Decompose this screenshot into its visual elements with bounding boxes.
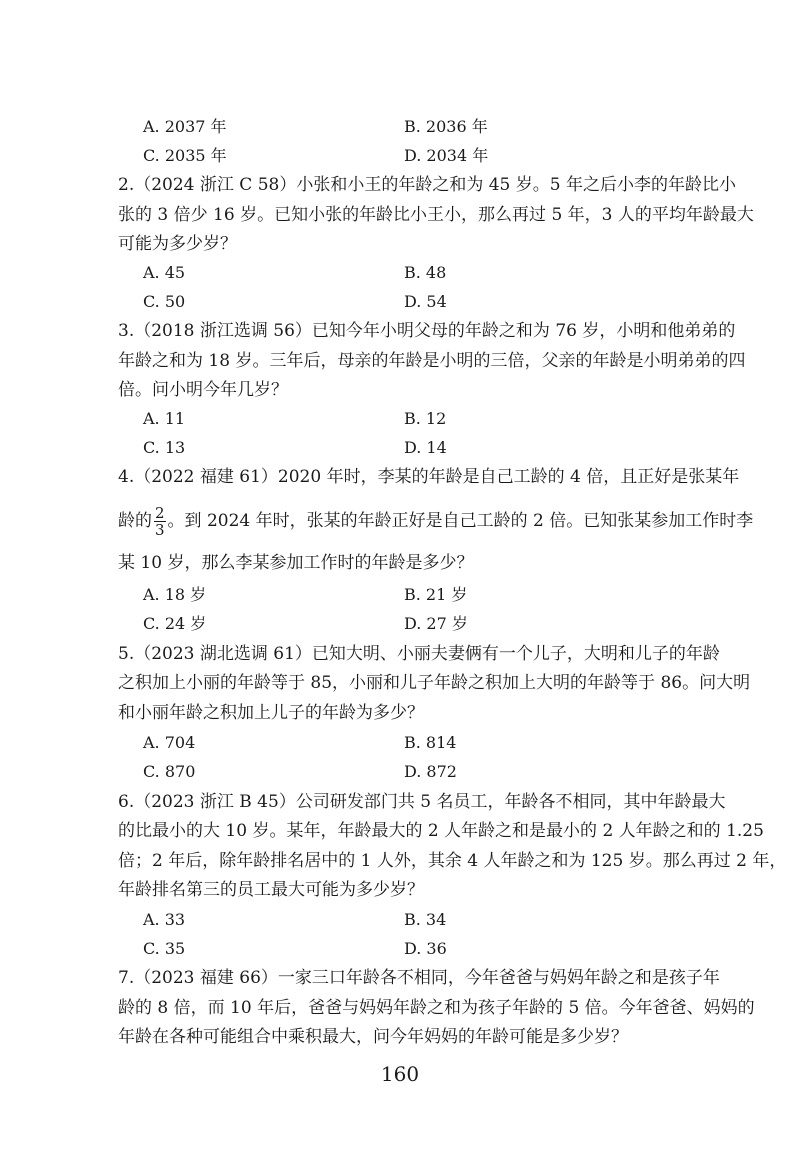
q4-text-segment: 。到 2024 年时，张某的年龄正好是自己工龄的 2 倍。已知张某参加工作时李	[167, 511, 754, 531]
q4-option-a: A. 18 岁	[143, 585, 207, 604]
q6-option-b: B. 34	[404, 910, 447, 929]
q3-option-c: C. 13	[143, 438, 186, 457]
q3-option-d: D. 14	[404, 438, 447, 457]
q4-option-d: D. 27 岁	[404, 614, 468, 633]
q5-text-line: 和小丽年龄之积加上儿子的年龄为多少？	[118, 703, 424, 723]
q1-option-c: C. 2035 年	[143, 146, 227, 165]
q3-text-line: 年龄之和为 18 岁。三年后，母亲的年龄是小明的三倍，父亲的年龄是小明弟弟的四	[118, 351, 746, 371]
q6-option-c: C. 35	[143, 939, 186, 958]
q2-text-line: 张的 3 倍少 16 岁。已知小张的年龄比小王小，那么再过 5 年，3 人的平均年龄最大	[118, 205, 754, 225]
q2-text-line: 可能为多少岁？	[118, 234, 237, 254]
q4-text-line: 4.（2022 福建 61）2020 年时，李某的年龄是自己工龄的 4 倍，且正好是张某年	[118, 467, 740, 487]
q2-option-b: B. 48	[404, 263, 447, 282]
q5-text-line: 之积加上小丽的年龄等于 85，小丽和儿子年龄之积加上大明的年龄等于 86。问大明	[118, 673, 751, 693]
q2-option-a: A. 45	[143, 263, 186, 282]
q5-option-d: D. 872	[404, 762, 457, 781]
q4-text-line: 某 10 岁，那么李某参加工作时的年龄是多少？	[118, 553, 474, 573]
two-thirds-fraction	[154, 505, 166, 538]
q6-text-line: 倍；2 年后，除年龄排名居中的 1 人外，其余 4 人年龄之和为 125 岁。那么再过 2 年，	[118, 851, 787, 871]
q3-text-line: 3.（2018 浙江选调 56）已知今年小明父母的年龄之和为 76 岁，小明和他弟弟的	[118, 321, 736, 341]
q4-text-line-fraction	[118, 504, 754, 539]
q3-option-a: A. 11	[143, 409, 186, 428]
q6-text-line: 年龄排名第三的员工最大可能为多少岁？	[118, 880, 424, 900]
q5-option-c: C. 870	[143, 762, 196, 781]
q2-option-c: C. 50	[143, 292, 186, 311]
q3-text-line: 倍。问小明今年几岁？	[118, 380, 288, 400]
page-number: 160	[380, 1062, 420, 1086]
q5-option-b: B. 814	[404, 733, 457, 752]
q4-option-c: C. 24 岁	[143, 614, 207, 633]
fraction-numerator: 2	[155, 504, 165, 522]
q4-text-segment: 龄的	[118, 511, 152, 531]
q6-text-line: 6.（2023 浙江 B 45）公司研发部门共 5 名员工，年龄各不相同，其中年龄最大	[118, 792, 726, 812]
q2-option-d: D. 54	[404, 292, 447, 311]
q7-text-line: 年龄在各种可能组合中乘积最大，问今年妈妈的年龄可能是多少岁？	[118, 1027, 628, 1047]
q7-text-line: 龄的 8 倍，而 10 年后，爸爸与妈妈年龄之和为孩子年龄的 5 倍。今年爸爸、妈妈的	[118, 998, 755, 1018]
q1-option-b: B. 2036 年	[404, 117, 488, 136]
q6-text-line: 的比最小的大 10 岁。某年，年龄最大的 2 人年龄之和是最小的 2 人年龄之和的 1.25	[118, 821, 764, 841]
q7-text-line: 7.（2023 福建 66）一家三口年龄各不相同，今年爸爸与妈妈年龄之和是孩子年	[118, 968, 720, 988]
q2-text-line: 2.（2024 浙江 C 58）小张和小王的年龄之和为 45 岁。5 年之后小李的年龄比小	[118, 175, 736, 195]
q5-option-a: A. 704	[143, 733, 196, 752]
q3-option-b: B. 12	[404, 409, 447, 428]
q6-option-d: D. 36	[404, 939, 447, 958]
q1-option-d: D. 2034 年	[404, 146, 489, 165]
q4-option-b: B. 21 岁	[404, 585, 468, 604]
q1-option-a: A. 2037 年	[143, 117, 227, 136]
fraction-denominator: 3	[155, 521, 165, 539]
q5-text-line: 5.（2023 湖北选调 61）已知大明、小丽夫妻俩有一个儿子，大明和儿子的年龄	[118, 644, 720, 664]
q6-option-a: A. 33	[143, 910, 186, 929]
